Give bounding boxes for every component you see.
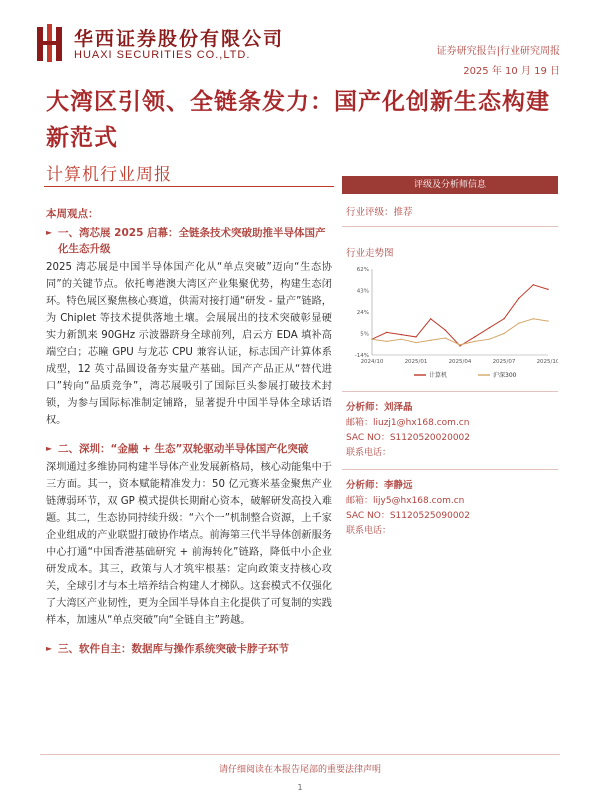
series-point [474, 341, 475, 342]
series-point [401, 338, 402, 339]
series-point [533, 318, 534, 319]
series-point [503, 318, 504, 319]
sidebar [342, 176, 558, 539]
section-paragraph-2: 深圳通过多维协同构建半导体产业发展新格局，核心动能集中于三方面。其一，资本赋能精准发力：50 亿元赛米基金聚焦产业链薄弱环节，双 GP 模式提供长期耐心资本，破解研发高投入难题。其二，生态协同持续升级：“六个一”机制整合资源，上千家企业组成的产业联盟打破协作堵点。前海第三代半导体创新服务中心打通“中国香港基础研究 + 前海转化”链路，降低中小企业研发成本。其三，政策与人才筑牢根基：定向政策支持核心攻关，全球引才与本土培养结合构建人才梯队。这套模式不仅强化了大湾区产业韧性，更为全国半导体自主化提供了可复制的实践样本，加速从“单点突破”向“全链自主”跨越。 [46, 462, 332, 626]
y-tick-label: 24% [356, 310, 369, 316]
series-point [430, 318, 431, 319]
series-point [518, 323, 519, 324]
section-paragraph-1: 2025 湾芯展是中国半导体国产化从“单点突破”迈向“生态协同”的关键节点。依托粤港澳大湾区产业集聚优势，构建生态闭环。特色展区聚焦核心赛道，供需对接打通“研发 - 量产”链路，为 Chiplet 等技术提供落地土壤。会展展出的技术突破彰显硬实力新凯来 90GHz 示波器跻身全球前列，启云方 EDA 填补高端空白；芯瞳 GPU 与龙芯 CPU 兼容认证，标志国产计算体系成型，12 英寸晶圆设备夯实量产基础。国产产品正从“替代进口”转向“品质竞争”，湾芯展吸引了国际巨头参展打破技术封锁，为参与国际标准制定铺路，显著提升中国半导体全球话语权。 [46, 262, 332, 426]
sidebar-divider [342, 391, 558, 392]
analyst-phone: 联系电话： [346, 448, 392, 458]
section-heading-text: 一、湾芯展 2025 启幕：全链条技术突破助推半导体国产化生态升级 [58, 227, 326, 255]
x-tick-label: 2025/01 [404, 359, 428, 365]
section-label: 本周观点： [46, 208, 99, 220]
legend-label: 沪深300 [493, 372, 517, 379]
logo-company-en: HUAXI SECURITIES CO.,LTD. [74, 49, 251, 61]
section-heading-text: 三、软件自主：数据库与操作系统突破卡脖子环节 [58, 643, 289, 655]
section-heading-text: 二、深圳：“金融 + 生态”双轮驱动半导体国产化突破 [58, 443, 309, 455]
series-point [445, 329, 446, 330]
sidebar-divider [342, 469, 558, 470]
triangle-bullet-icon: ► [46, 228, 53, 237]
industry-rating: 行业评级：推荐 [346, 207, 413, 218]
analyst-email[interactable]: 邮箱：lijy5@hx168.com.cn [346, 496, 465, 506]
footer-divider [40, 754, 560, 755]
series-point [430, 340, 431, 341]
triangle-bullet-icon: ► [46, 644, 53, 653]
page-number: 1 [297, 783, 303, 792]
section-heading-1 [46, 225, 332, 257]
series-point [503, 333, 504, 334]
series-point [445, 337, 446, 338]
series-point [489, 338, 490, 339]
series-point [401, 334, 402, 335]
series-point [533, 284, 534, 285]
report-type: 证券研究报告|行业研究周报 [436, 46, 560, 57]
analyst-name: 分析师：李静远 [346, 480, 413, 491]
analyst-email[interactable]: 邮箱：liuzj1@hx168.com.cn [346, 418, 470, 428]
industry-divider [44, 186, 334, 187]
sidebar-header: 评级及分析师信息 [342, 176, 558, 194]
series-point [489, 327, 490, 328]
report-date: 2025 年 10 月 19 日 [463, 66, 560, 77]
y-tick-label: 43% [356, 288, 369, 295]
series-point [386, 332, 387, 333]
logo-company-cn: 华西证券股份有限公司 [74, 28, 285, 50]
section-heading-3 [46, 641, 332, 657]
company-logo [36, 22, 285, 68]
x-tick-label: 2025/07 [492, 359, 516, 365]
analyst-name: 分析师：刘泽晶 [346, 402, 413, 413]
series-point [547, 289, 548, 290]
series-point [371, 338, 372, 339]
y-tick-label: 62% [356, 267, 369, 273]
trend-chart [342, 263, 558, 383]
series-point [459, 344, 460, 345]
legend-label: 计算机 [429, 372, 448, 379]
sidebar-divider [342, 226, 558, 227]
series-point [474, 336, 475, 337]
y-tick-label: -14% [354, 353, 369, 359]
analyst-card-1 [342, 400, 558, 461]
triangle-bullet-icon: ► [46, 444, 53, 453]
analyst-sac: SAC NO：S1120525090002 [346, 511, 470, 521]
series-point [415, 342, 416, 343]
series-point [386, 341, 387, 342]
x-tick-label: 2025/04 [448, 359, 472, 365]
series-point [415, 336, 416, 337]
series-line-1 [372, 285, 548, 346]
x-tick-label: 2025/10 [536, 359, 558, 365]
x-tick-label: 2024/10 [360, 359, 384, 365]
analyst-sac: SAC NO：S1120520020002 [346, 433, 470, 443]
legal-notice[interactable]: 请仔细阅读在本报告尾部的重要法律声明 [218, 765, 381, 775]
report-title: 大湾区引领、全链条发力：国产化创新生态构建新范式 [46, 89, 550, 151]
series-point [518, 298, 519, 299]
section-heading-2 [46, 441, 332, 457]
analyst-card-2 [342, 478, 558, 539]
series-line-2 [372, 319, 548, 345]
analyst-phone: 联系电话： [346, 526, 392, 536]
industry-label: 计算机行业周报 [46, 165, 172, 185]
series-point [547, 320, 548, 321]
y-tick-label: 5% [360, 331, 369, 338]
main-content [46, 206, 332, 659]
trend-chart-svg [342, 263, 558, 383]
trend-chart-title: 行业走势图 [346, 248, 394, 259]
huaxi-logo-icon [36, 24, 66, 62]
